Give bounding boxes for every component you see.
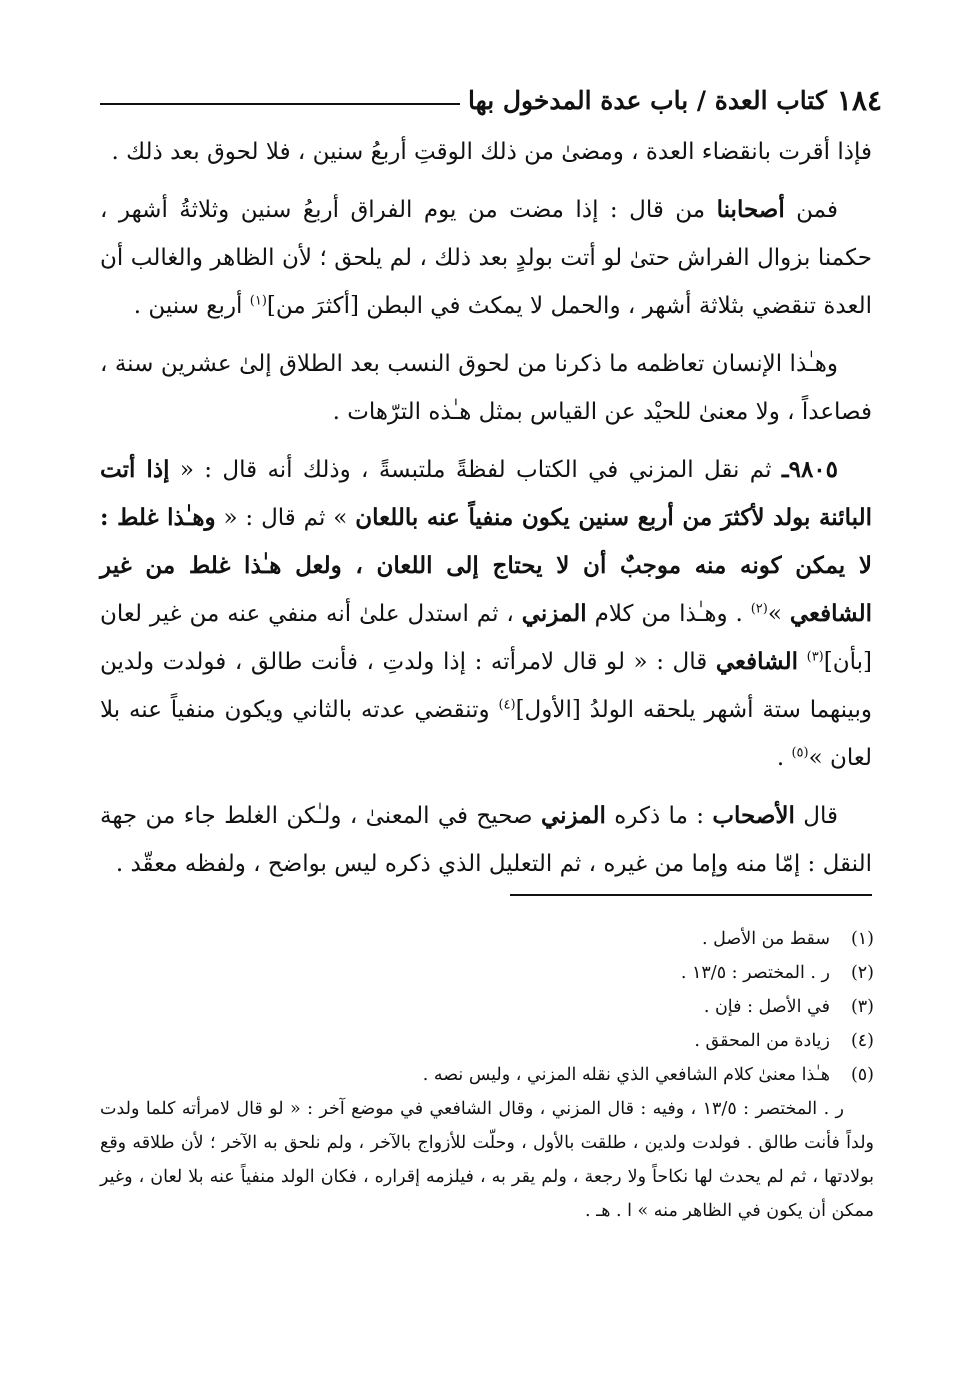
footnote-text: في الأصل : فإن .	[703, 997, 830, 1017]
footnote-ref: (٣)	[806, 649, 824, 665]
footnote-number: (١)	[850, 929, 874, 949]
footnote-number: (٥)	[850, 1065, 874, 1085]
footnote-continuation: ر . المختصر : ١٣/٥ ، وفيه : قال المزني ، وقال الشافعي في موضع آخر : « لو قال لامرأته كلما ولدت ولداً فأنت طالق . فولدت ولدين ، طلقت بالأول ، وحلّت للأزواج بالآخر ، ولم نلحق به الآخر ؛ لأن طلاقه وقع بولادتها ، ثم لم يحدث لها نكاحاً ولا رجعة ، ولم يقر به ، فيلزمه إقراره ، فكان الولد منفياً عنه بلا لعان ، وغير ممكن أن يكون في الظاهر منه » ا . هـ .	[100, 1099, 874, 1221]
footnote	[100, 922, 874, 956]
bold-term: أصحابنا	[716, 196, 785, 223]
main-text	[100, 128, 872, 898]
footnote-number: (٣)	[850, 997, 874, 1017]
paragraph-1: فإذا أقرت بانقضاء العدة ، ومضىٰ من ذلك الوقتِ أربعُ سنين ، فلا لحوق بعد ذلك .	[111, 139, 872, 165]
footnote-text: سقط من الأصل .	[701, 929, 830, 949]
footnote-separator	[510, 894, 872, 896]
quote-bold: وهـٰذا غلط : لا يمكن كونه منه موجبٌ أن لا يحتاج إلى اللعان ، ولعل هـٰذا غلط من غير الشافعي	[100, 504, 872, 627]
footnote-number: (٤)	[850, 1031, 874, 1051]
page-header	[92, 82, 882, 118]
footnote-ref: (٢)	[750, 601, 768, 617]
quote-bold: إذا أتت البائنة بولد لأكثرَ من أربع سنين يكون منفياً عنه باللعان	[100, 456, 872, 531]
paragraph-5: قال الأصحاب : ما ذكره المزني صحيح في المعنىٰ ، ولـٰكن الغلط جاء من جهة النقل : إمّا منه وإما من غيره ، ثم التعليل الذي ذكره ليس بواضح ، ولفظه معقّد .	[100, 802, 872, 877]
footnote-number: (٢)	[850, 963, 874, 983]
footnotes	[100, 922, 874, 1228]
footnote-ref: (١)	[249, 293, 267, 309]
footnote	[100, 956, 874, 990]
bold-term: المزني	[521, 600, 587, 627]
footnote	[100, 1058, 874, 1092]
footnote-text: هـٰذا معنىٰ كلام الشافعي الذي نقله المزني ، وليس نصه .	[422, 1065, 830, 1085]
section-number: ٩٨٠٥ـ	[781, 456, 839, 483]
footnote	[100, 990, 874, 1024]
footnote-ref: (٥)	[791, 745, 809, 761]
header-rule	[100, 103, 460, 105]
footnote-text: زيادة من المحقق .	[694, 1031, 830, 1051]
bold-term: الأصحاب	[712, 802, 795, 829]
footnote	[100, 1024, 874, 1058]
footnote-ref: (٤)	[498, 697, 516, 713]
bold-term: المزني	[540, 802, 606, 829]
paragraph-2: فمن أصحابنا من قال : إذا مضت من يوم الفراق أربعُ سنين وثلاثةُ أشهر ، حكمنا بزوال الفراش حتىٰ لو أتت بولدٍ بعد ذلك ، لم يلحق ؛ لأن الظاهر والغالب أن العدة تنقضي بثلاثة أشهر ، والحمل لا يمكث في البطن [أكثرَ من]$^{(١)}$ أربع سنين .	[100, 196, 872, 319]
bold-term: الشافعي	[715, 648, 799, 675]
running-title: كتاب العدة / باب عدة المدخول بها	[468, 85, 827, 115]
paragraph-3: وهـٰذا الإنسان تعاظمه ما ذكرنا من لحوق النسب بعد الطلاق إلىٰ عشرين سنة ، فصاعداً ، ولا معنىٰ للحيْد عن القياس بمثل هـٰذه الترّهات .	[100, 351, 872, 425]
footnote-text: ر . المختصر : ١٣/٥ .	[680, 963, 830, 983]
page-number: ١٨٤	[836, 83, 882, 117]
paragraph-4: ٩٨٠٥ـ ثم نقل المزني في الكتاب لفظةً ملتبسةً ، وذلك أنه قال : « إذا أتت البائنة بولد لأكثرَ من أربع سنين يكون منفياً عنه باللعان » ثم قال : « وهـٰذا غلط : لا يمكن كونه منه موجبٌ أن لا يحتاج إلى اللعان ، ولعل هـٰذا غلط من غير الشافعي »$^{(٢)}$ . وهـٰذا من كلام المزني ، ثم استدل علىٰ أنه منفي عنه من غير لعان [بأن]$^{(٣)}$ الشافعي قال : « لو قال لامرأته : إذا ولدتِ ، فأنت طالق ، فولدت ولدين وبينهما ستة أشهر يلحقه الولدُ [الأول]$^{(٤)}$ وتنقضي عدته بالثاني ويكون منفياً عنه بلا لعان »$^{(٥)}$ .	[100, 456, 872, 771]
